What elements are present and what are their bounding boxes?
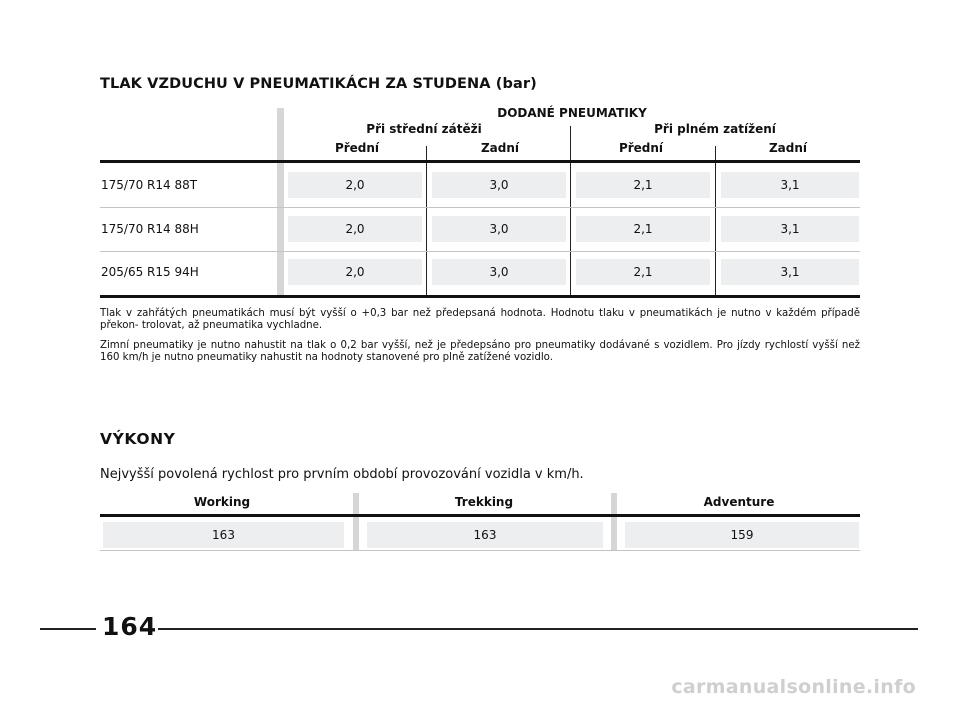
col-rear-full: Zadní (768, 141, 808, 155)
performance-description: Nejvyšší povolená rychlost pro prvním období provozování vozidla v km/h. (100, 467, 584, 482)
pressure-cell: 2,0 (288, 172, 422, 198)
tire-size-label: 175/70 R14 88T (101, 178, 198, 192)
pressure-cell: 2,0 (288, 216, 422, 242)
supplied-tires-header: DODANÉ PNEUMATIKY (497, 106, 647, 120)
table-divider-bar (277, 108, 284, 296)
speed-cell-adventure: 159 (625, 522, 859, 548)
table-divider-medium (426, 146, 427, 296)
col-rear-medium: Zadní (480, 141, 520, 155)
table-bottom-rule (100, 295, 860, 298)
pressure-cell: 3,1 (721, 216, 859, 242)
perf-bottom-rule (100, 550, 860, 551)
table-row-rule (100, 251, 860, 252)
tire-pressure-title-text: TLAK VZDUCHU V PNEUMATIKÁCH ZA STUDENA (100, 76, 491, 92)
col-front-medium: Přední (334, 141, 380, 155)
col-adventure: Adventure (703, 495, 775, 509)
table-divider-full (715, 146, 716, 296)
footer-rule-left (40, 628, 96, 630)
table-header-rule (100, 160, 860, 163)
performance-title: VÝKONY (100, 430, 176, 448)
tire-size-label: 205/65 R15 94H (101, 265, 199, 279)
pressure-cell: 3,1 (721, 259, 859, 285)
group-full-load-header: Při plném zatížení (654, 122, 776, 136)
warm-tire-note: Tlak v zahřátých pneumatikách musí být vyšší o +0,3 bar než předepsaná hodnota. Hodnotu tlaku v pneumatikách je nutno v každém případě překon- trolovat, až pneumatika vychladne. (100, 308, 860, 332)
table-row-rule (100, 207, 860, 208)
pressure-cell: 2,1 (576, 259, 710, 285)
perf-header-rule (100, 514, 860, 517)
tire-size-label: 175/70 R14 88H (101, 222, 199, 236)
col-working: Working (193, 495, 251, 509)
group-medium-load-header: Při střední zátěži (366, 122, 482, 136)
watermark: carmanualsonline.info (671, 676, 916, 698)
perf-divider-bar (611, 493, 617, 550)
footer-rule-right (158, 628, 918, 630)
table-divider-group (570, 126, 571, 296)
perf-divider-bar (353, 493, 359, 550)
pressure-cell: 3,1 (721, 172, 859, 198)
speed-cell-working: 163 (103, 522, 344, 548)
pressure-cell: 2,1 (576, 172, 710, 198)
winter-tire-note: Zimní pneumatiky je nutno nahustit na tlak o 0,2 bar vyšší, než je předepsáno pro pneumatiky dodávané s vozidlem. Pro jízdy rychlostí vyšší než 160 km/h je nutno pneumatiky nahustit na hodnoty stanovené pro plně zatížené vozidlo. (100, 340, 860, 364)
pressure-cell: 3,0 (432, 216, 566, 242)
pressure-cell: 2,0 (288, 259, 422, 285)
tire-pressure-title (100, 76, 537, 92)
page-number: 164 (102, 612, 158, 641)
tire-pressure-unit: (bar) (495, 76, 537, 92)
pressure-cell: 3,0 (432, 259, 566, 285)
pressure-cell: 3,0 (432, 172, 566, 198)
pressure-cell: 2,1 (576, 216, 710, 242)
col-front-full: Přední (618, 141, 664, 155)
col-trekking: Trekking (454, 495, 514, 509)
speed-cell-trekking: 163 (367, 522, 603, 548)
